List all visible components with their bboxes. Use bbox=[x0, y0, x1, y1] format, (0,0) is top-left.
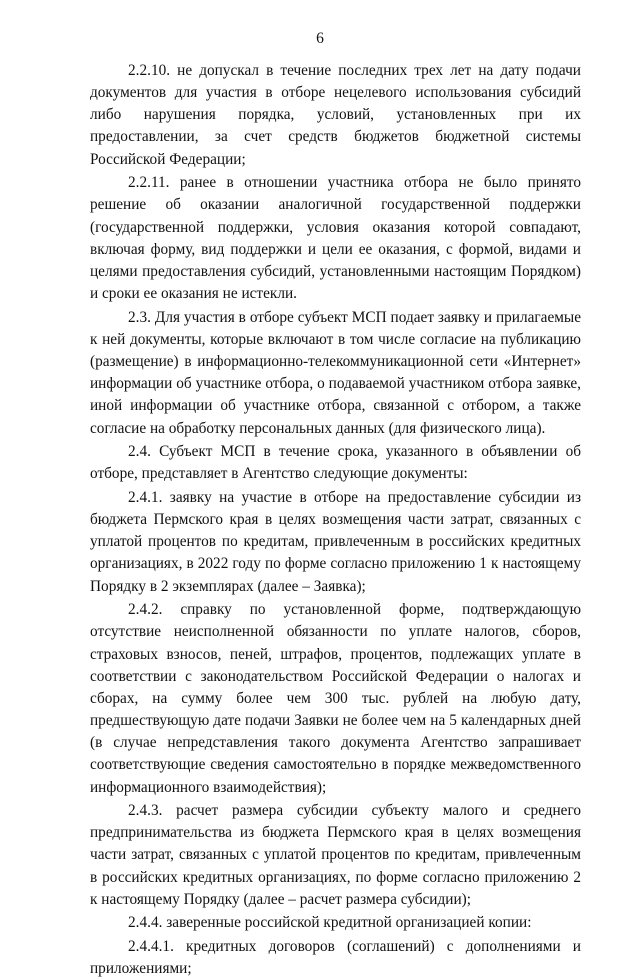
paragraph-2-4-4-1: 2.4.4.1. кредитных договоров (соглашений) с дополнениями и приложениями; bbox=[90, 938, 581, 978]
paragraph-2-4-3: 2.4.3. расчет размера субсидии субъекту малого и среднего предпринимательства из бюджета Пермского края в целях возмещения части затрат, связанных с уплатой процентов по кредитам, привлеченным в российских кредитных организациях, по форме согласно приложению 2 к настоящему Порядку (далее – расчет размера субсидии); bbox=[90, 802, 581, 908]
paragraph-2-2-11: 2.2.11. ранее в отношении участника отбора не было принято решение об оказании аналогичной государственной поддержки (государственной поддержки, условия оказания которой совпадают, включая форму, вид поддержки и цели ее оказания, с формой, видами и целями предоставления субсидий, установленными настоящим Порядком) и сроки ее оказания не истекли. bbox=[90, 174, 581, 303]
document-body bbox=[90, 60, 581, 980]
paragraph-2-4-4: 2.4.4. заверенные российской кредитной организацией копии: bbox=[128, 914, 532, 932]
paragraph-2-4-2: 2.4.2. справку по установленной форме, подтверждающую отсутствие неисполненной обязанности по уплате налогов, сборов, страховых взносов, пеней, штрафов, процентов, подлежащих уплате в соответствии с законодательством Российской Федерации о налогах и сборах, на сумму более чем 300 тыс. рублей на любую дату, предшествующую дате подачи Заявки не более чем на 5 календарных дней (в случае непредставления такого документа Агентство запрашивает соответствующие сведения самостоятельно в порядке межведомственного информационного взаимодействия); bbox=[90, 601, 581, 796]
paragraph-2-3: 2.3. Для участия в отборе субъект МСП подает заявку и прилагаемые к ней документы, которые включают в том числе согласие на публикацию (размещение) в информационно-телекоммуникационной сети «Интернет» информации об участнике отбора, о подаваемой участником отбора заявке, иной информации об участнике отбора, связанной с отбором, а также согласие на обработку персональных данных (для физического лица). bbox=[90, 308, 581, 437]
paragraph-2-4: 2.4. Субъект МСП в течение срока, указанного в объявлении об отборе, представляет в Агентство следующие документы: bbox=[90, 443, 581, 483]
paragraph-2-4-1: 2.4.1. заявку на участие в отборе на предоставление субсидии из бюджета Пермского края в целях возмещения части затрат, связанных с уплатой процентов по кредитам, привлеченным в российских кредитных организациях, в 2022 году по форме согласно приложению 1 к настоящему Порядку в 2 экземплярах (далее – Заявка); bbox=[90, 488, 581, 595]
paragraph-2-2-10: 2.2.10. не допускал в течение последних трех лет на дату подачи документов для участия в отборе нецелевого использования субсидий либо нарушения порядка, условий, установленных при их предоставлении, за счет средств бюджетов бюджетной системы Российской Федерации; bbox=[90, 62, 581, 168]
page-number: 6 bbox=[316, 30, 324, 47]
